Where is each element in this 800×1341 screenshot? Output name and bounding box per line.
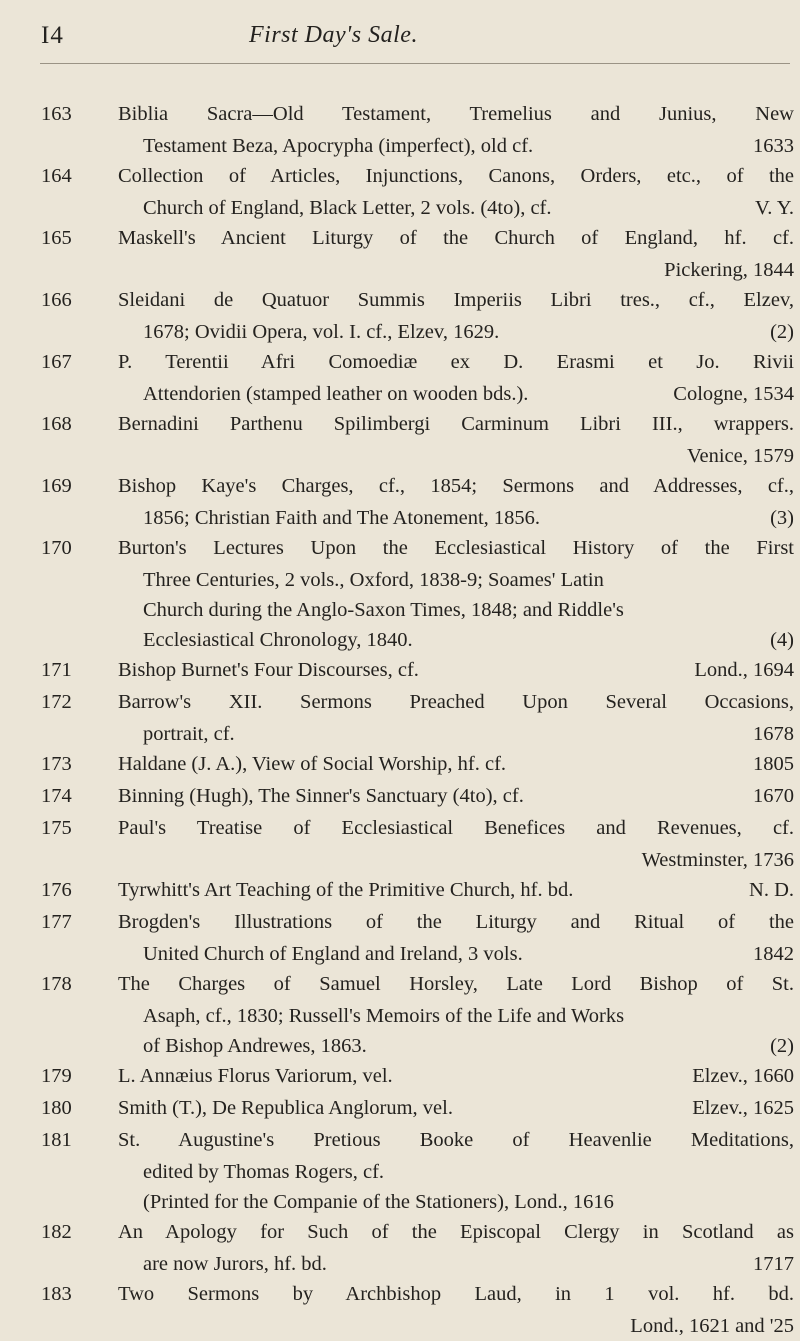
lot-continuation: [0, 1249, 800, 1279]
page-header: [0, 22, 800, 62]
header-rule: [40, 63, 790, 64]
lot-imprint: N. D.: [749, 879, 794, 901]
lot-imprint: 1670: [753, 785, 794, 807]
lot-number: 167: [41, 351, 72, 373]
lot-entry: [0, 907, 800, 939]
lot-entry: [0, 1093, 800, 1125]
lot-title: An Apology for Such of the Episcopal Clergy in Scotland as: [118, 1221, 794, 1243]
lot-entry: [0, 285, 800, 317]
lot-imprint: Pickering, 1844: [664, 259, 794, 281]
lot-entry: [0, 471, 800, 503]
lot-text: edited by Thomas Rogers, cf.: [143, 1161, 385, 1183]
lot-continuation: [0, 193, 800, 223]
lot-title: Tyrwhitt's Art Teaching of the Primitive Church, hf. bd.: [118, 879, 574, 901]
lot-title: Smith (T.), De Republica Anglorum, vel.: [118, 1097, 453, 1119]
lot-title: Collection of Articles, Injunctions, Canons, Orders, etc., of the: [118, 165, 794, 187]
lot-line: [118, 655, 794, 685]
lot-imprint: 1678: [753, 723, 794, 745]
lot-entry: [0, 1217, 800, 1249]
lot-continuation: [0, 595, 800, 625]
lot-number: 175: [41, 817, 72, 839]
lot-entry: [0, 1125, 800, 1157]
lot-number: 182: [41, 1221, 72, 1243]
lot-title: Bishop Burnet's Four Discourses, cf.: [118, 659, 419, 681]
lot-number: 166: [41, 289, 72, 311]
lot-number: 181: [41, 1129, 72, 1151]
lot-number: 176: [41, 879, 72, 901]
lot-title: Sleidani de Quatuor Summis Imperiis Libri tres., cf., Elzev,: [118, 289, 794, 311]
lot-text: Testament Beza, Apocrypha (imperfect), old cf.: [143, 135, 534, 157]
lot-number: 170: [41, 537, 72, 559]
lot-continuation: [0, 845, 800, 875]
lot-imprint: Lond., 1694: [694, 659, 794, 681]
lot-text: are now Jurors, hf. bd.: [143, 1253, 327, 1275]
lot-number: 179: [41, 1065, 72, 1087]
lot-title: St. Augustine's Pretious Booke of Heavenlie Meditations,: [118, 1129, 794, 1151]
lot-continuation: [0, 379, 800, 409]
lot-continuation: [0, 1001, 800, 1031]
lot-text: Ecclesiastical Chronology, 1840.: [143, 629, 413, 651]
lot-entry: [0, 347, 800, 379]
lot-entry: [0, 99, 800, 131]
lot-number: 165: [41, 227, 72, 249]
lot-title: Bishop Kaye's Charges, cf., 1854; Sermons and Addresses, cf.,: [118, 475, 794, 497]
lot-entry: [0, 1279, 800, 1311]
lot-entry: [0, 409, 800, 441]
page-number: I4: [41, 22, 64, 49]
lot-imprint: Cologne, 1534: [673, 383, 794, 405]
lot-number: 174: [41, 785, 72, 807]
lot-title: Bernadini Parthenu Spilimbergi Carminum Libri III., wrappers.: [118, 413, 794, 435]
lot-text: of Bishop Andrewes, 1863.: [143, 1035, 367, 1057]
lot-line: [118, 781, 794, 811]
lot-line: [118, 875, 794, 905]
lot-title: L. Annæius Florus Variorum, vel.: [118, 1065, 393, 1087]
lot-continuation: [0, 625, 800, 655]
lot-number: 168: [41, 413, 72, 435]
lot-entry: [0, 533, 800, 565]
lot-number: 173: [41, 753, 72, 775]
lot-entry: [0, 749, 800, 781]
lot-imprint: Lond., 1621 and '25: [630, 1315, 794, 1337]
lot-line: [118, 1093, 794, 1123]
lot-continuation: [0, 1157, 800, 1187]
lot-continuation: [0, 1031, 800, 1061]
lot-title: Barrow's XII. Sermons Preached Upon Several Occasions,: [118, 691, 794, 713]
lot-imprint: (4): [770, 629, 794, 651]
lot-text: Church during the Anglo-Saxon Times, 1848; and Riddle's: [143, 599, 624, 621]
lot-continuation: [0, 131, 800, 161]
lot-text: 1678; Ovidii Opera, vol. I. cf., Elzev, 1629.: [143, 321, 500, 343]
lot-line: [118, 749, 794, 779]
lot-entry: [0, 813, 800, 845]
lot-imprint: 1842: [753, 943, 794, 965]
lot-entry: [0, 655, 800, 687]
lot-title: Paul's Treatise of Ecclesiastical Benefices and Revenues, cf.: [118, 817, 794, 839]
running-title: First Day's Sale.: [249, 22, 418, 48]
lot-entry: [0, 223, 800, 255]
lot-number: 180: [41, 1097, 72, 1119]
lot-number: 171: [41, 659, 72, 681]
lot-number: 164: [41, 165, 72, 187]
lot-number: 183: [41, 1283, 72, 1305]
lot-number: 177: [41, 911, 72, 933]
lot-title: Burton's Lectures Upon the Ecclesiastical History of the First: [118, 537, 794, 559]
lot-continuation: [0, 719, 800, 749]
lot-title: Haldane (J. A.), View of Social Worship, hf. cf.: [118, 753, 507, 775]
lot-imprint: Elzev., 1660: [692, 1065, 794, 1087]
lot-text: United Church of England and Ireland, 3 vols.: [143, 943, 523, 965]
lot-imprint: Westminster, 1736: [641, 849, 794, 871]
lot-continuation: [0, 939, 800, 969]
lot-number: 178: [41, 973, 72, 995]
lot-continuation: [0, 1311, 800, 1341]
lot-text: Church of England, Black Letter, 2 vols. (4to), cf.: [143, 197, 552, 219]
lot-imprint: (2): [770, 321, 794, 343]
lot-title: Two Sermons by Archbishop Laud, in 1 vol. hf. bd.: [118, 1283, 794, 1305]
lot-title: Binning (Hugh), The Sinner's Sanctuary (4to), cf.: [118, 785, 524, 807]
lot-title: Maskell's Ancient Liturgy of the Church of England, hf. cf.: [118, 227, 794, 249]
lot-title: Biblia Sacra—Old Testament, Tremelius and Junius, New: [118, 103, 794, 125]
lot-number: 163: [41, 103, 72, 125]
lot-imprint: 1717: [753, 1253, 794, 1275]
lot-line: [118, 1061, 794, 1091]
lot-title: Brogden's Illustrations of the Liturgy and Ritual of the: [118, 911, 794, 933]
lot-continuation: [0, 317, 800, 347]
lot-text: 1856; Christian Faith and The Atonement, 1856.: [143, 507, 541, 529]
lot-imprint: 1805: [753, 753, 794, 775]
lot-imprint: Elzev., 1625: [692, 1097, 794, 1119]
lot-entry: [0, 969, 800, 1001]
lot-imprint: V. Y.: [755, 197, 794, 219]
lot-entry: [0, 687, 800, 719]
lot-entry: [0, 781, 800, 813]
lot-imprint: 1633: [753, 135, 794, 157]
lot-entry: [0, 1061, 800, 1093]
lot-text: (Printed for the Companie of the Stationers), Lond., 1616: [143, 1191, 614, 1213]
lot-number: 172: [41, 691, 72, 713]
lot-continuation: [0, 441, 800, 471]
lot-imprint: Venice, 1579: [686, 445, 794, 467]
lot-imprint: (3): [770, 507, 794, 529]
lot-list: [0, 99, 800, 1341]
lot-text: Three Centuries, 2 vols., Oxford, 1838-9; Soames' Latin: [143, 569, 604, 591]
lot-entry: [0, 161, 800, 193]
lot-title: The Charges of Samuel Horsley, Late Lord Bishop of St.: [118, 973, 794, 995]
lot-imprint: (2): [770, 1035, 794, 1057]
lot-text: Asaph, cf., 1830; Russell's Memoirs of the Life and Works: [143, 1005, 625, 1027]
lot-title: P. Terentii Afri Comoediæ ex D. Erasmi et Jo. Rivii: [118, 351, 794, 373]
lot-text: portrait, cf.: [143, 723, 235, 745]
lot-continuation: [0, 1187, 800, 1217]
lot-entry: [0, 875, 800, 907]
lot-number: 169: [41, 475, 72, 497]
lot-continuation: [0, 565, 800, 595]
lot-text: Attendorien (stamped leather on wooden bds.).: [143, 383, 529, 405]
lot-continuation: [0, 503, 800, 533]
lot-continuation: [0, 255, 800, 285]
